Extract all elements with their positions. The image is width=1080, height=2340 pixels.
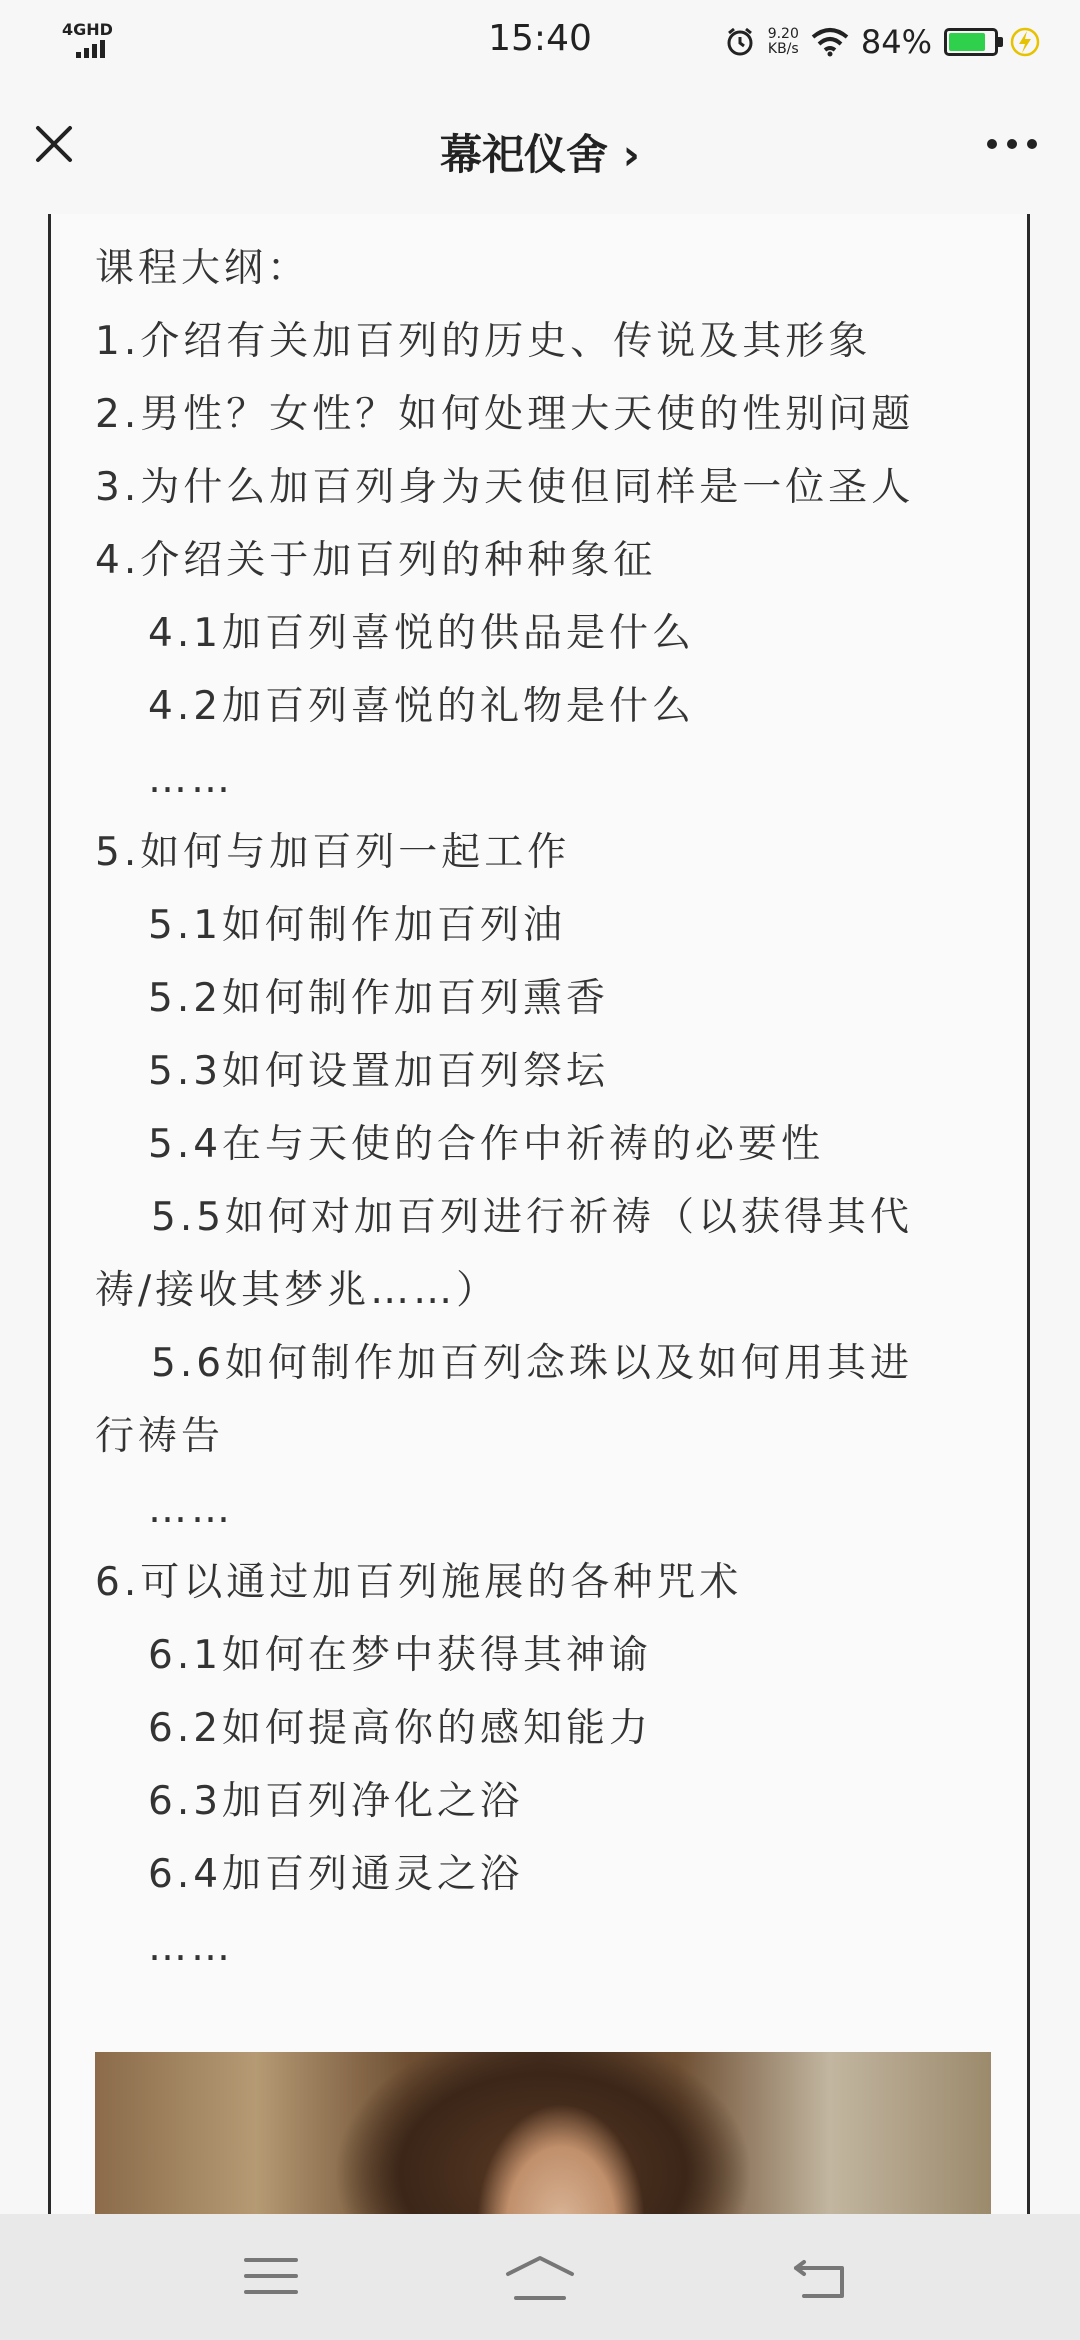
charging-icon [1010,27,1040,57]
wifi-icon [811,27,849,57]
battery-level [949,33,985,51]
status-bar [0,0,1080,82]
outline-ellipsis: …… [148,1925,234,1970]
outline-subitem: 5.3如何设置加百列祭坛 [148,1049,610,1094]
outline-subitem: 5.4在与天使的合作中祈祷的必要性 [148,1122,825,1167]
outline-subitem: 6.2如何提高你的感知能力 [148,1706,653,1751]
outline-item: 4.介绍关于加百列的种种象征 [95,538,657,583]
nav-bar [0,82,1080,214]
outline-item: 5.如何与加百列一起工作 [95,830,571,875]
outline-subitem: 4.1加百列喜悦的供品是什么 [148,611,696,656]
outline-subitem: 5.1如何制作加百列油 [148,903,567,948]
menu-icon[interactable] [244,2254,298,2298]
outline-subitem: 6.3加百列净化之浴 [148,1779,524,1824]
alarm-icon [724,26,756,58]
outline-heading: 课程大纲： [95,246,311,291]
network-speed-value: 9.20 [767,26,799,42]
outline-item: 1.介绍有关加百列的历史、传说及其形象 [95,319,872,364]
network-speed [768,27,799,57]
outline-ellipsis: …… [148,757,234,802]
outline-ellipsis: …… [148,1487,234,1532]
network-speed-unit: KB/s [767,41,799,57]
outline-subitem: 5.2如何制作加百列熏香 [148,976,610,1021]
system-nav-bar [0,2214,1080,2340]
outline-subitem: 5.5如何对加百列进行祈祷（以获得其代 [151,1195,914,1240]
more-icon[interactable] [984,136,1040,152]
page-title[interactable]: 幕祀仪舍 › [440,130,640,179]
battery-icon [944,28,998,56]
outline-item: 6.可以通过加百列施展的各种咒术 [95,1560,743,1605]
outline-subitem: 5.6如何制作加百列念珠以及如何用其进 [151,1341,914,1386]
home-icon[interactable] [504,2254,576,2302]
back-icon[interactable] [792,2254,848,2300]
outline-subitem: 6.4加百列通灵之浴 [148,1852,524,1897]
battery-percent: 84% [860,23,932,61]
outline-item: 3.为什么加百列身为天使但同样是一位圣人 [95,465,915,510]
outline-subitem-continued: 行祷告 [95,1414,225,1459]
article-content [48,214,1030,2214]
outline-item: 2.男性？女性？如何处理大天使的性别问题 [95,392,915,437]
course-outline [95,232,995,1984]
clock: 15:40 [488,18,592,59]
outline-subitem-continued: 祷/接收其梦兆……） [95,1268,500,1313]
outline-subitem: 4.2加百列喜悦的礼物是什么 [148,684,696,729]
network-type: 4GHD [62,20,113,39]
outline-subitem: 6.1如何在梦中获得其神谕 [148,1633,653,1678]
